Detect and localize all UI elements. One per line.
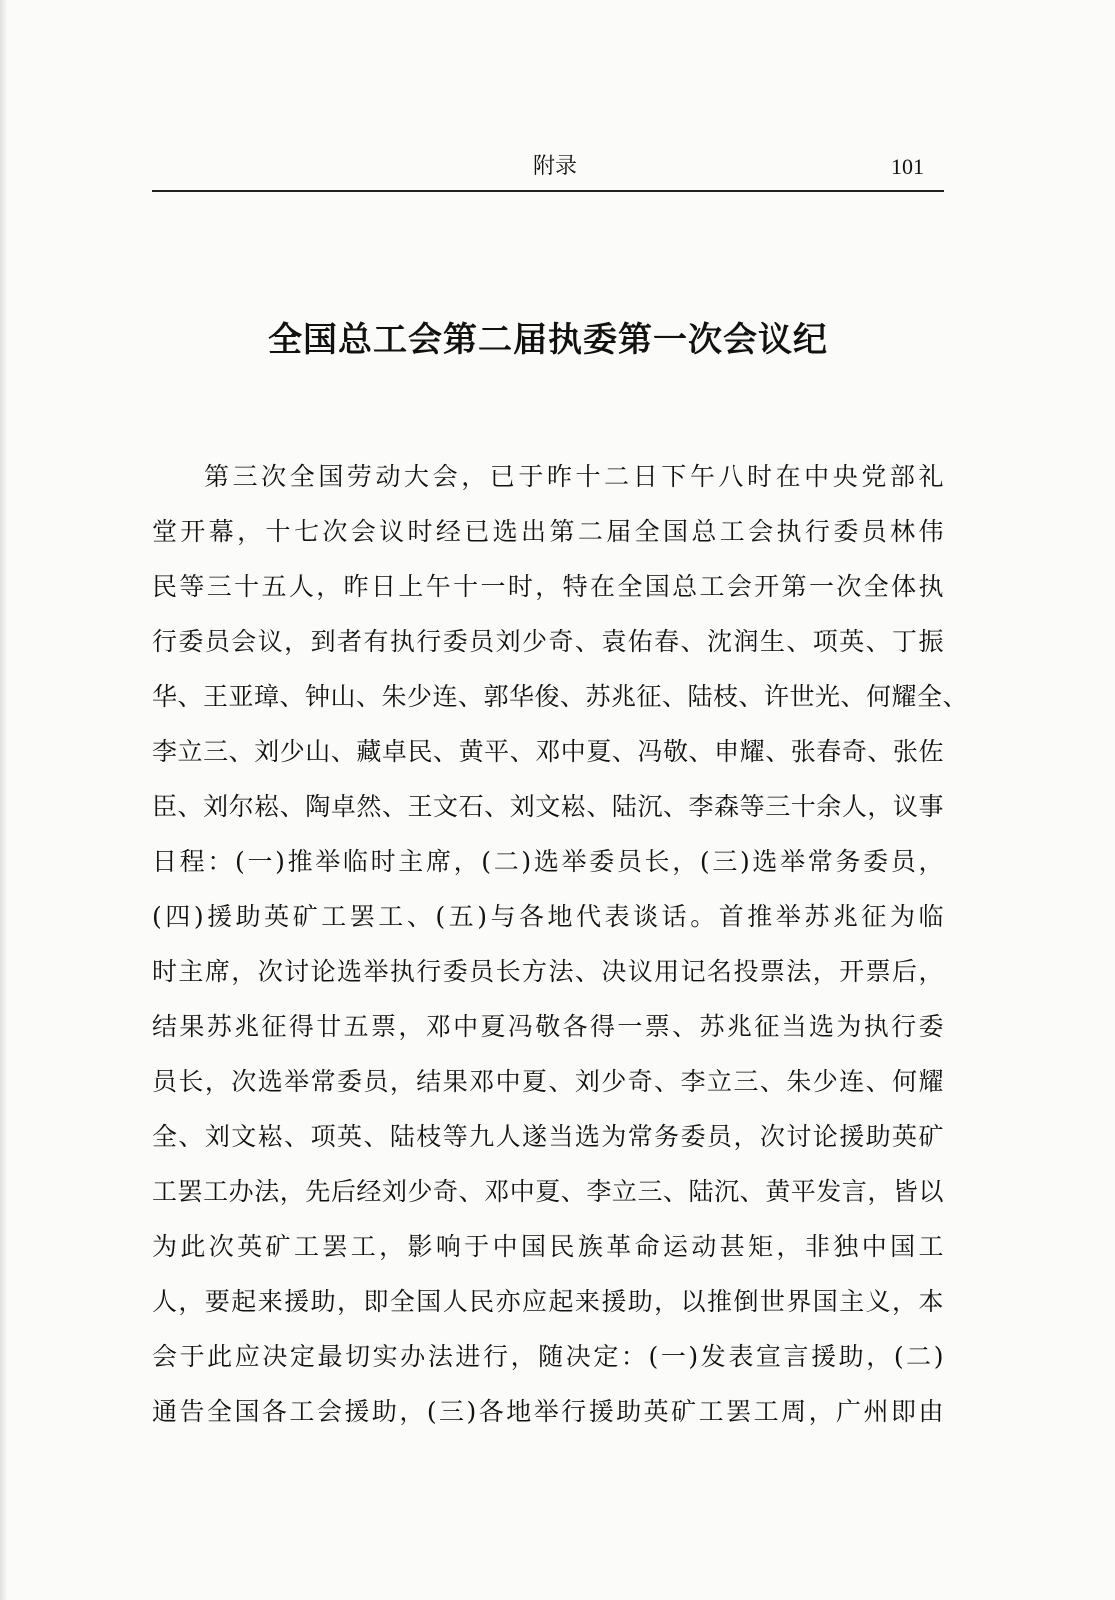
section-label: 附录	[532, 154, 577, 179]
text-line: 堂开幕，十七次会议时经已选出第二届全国总工会执行委员林伟	[152, 517, 944, 546]
text-line: 华、王亚璋、钟山、朱少连、郭华俊、苏兆征、陆枝、许世光、何耀全、	[152, 682, 969, 711]
text-line: 会于此应决定最切实办法进行，随决定：(一)发表宣言援助，(二)	[152, 1342, 944, 1371]
text-line: 第三次全国劳动大会，已于昨十二日下午八时在中央党部礼	[204, 462, 944, 491]
text-line: 民等三十五人，昨日上午十一时，特在全国总工会开第一次全体执	[152, 572, 944, 601]
text-line: 结果苏兆征得廿五票，邓中夏冯敬各得一票、苏兆征当选为执行委	[152, 1012, 944, 1041]
text-line: 臣、刘尔崧、陶卓然、王文石、刘文崧、陆沉、李森等三十余人，议事	[152, 792, 944, 821]
text-line: 工罢工办法，先后经刘少奇、邓中夏、李立三、陆沉、黄平发言，皆以	[152, 1177, 944, 1206]
text-line: 全、刘文崧、项英、陆枝等九人遂当选为常务委员，次讨论援助英矿	[152, 1122, 944, 1151]
scan-edge-shadow	[0, 0, 8, 1600]
text-line: (四)援助英矿工罢工、(五)与各地代表谈话。首推举苏兆征为临	[152, 902, 944, 931]
header-rule	[152, 190, 944, 192]
text-line: 员长，次选举常委员，结果邓中夏、刘少奇、李立三、朱少连、何耀	[152, 1067, 944, 1096]
text-line: 李立三、刘少山、藏卓民、黄平、邓中夏、冯敬、申耀、张春奇、张佐	[152, 737, 944, 766]
running-header	[152, 150, 944, 190]
page-number: 101	[891, 154, 924, 179]
text-line: 为此次英矿工罢工，影响于中国民族革命运动甚矩，非独中国工	[152, 1232, 944, 1261]
text-line: 通告全国各工会援助，(三)各地举行援助英矿工罢工周，广州即由	[152, 1397, 944, 1426]
article-title: 全国总工会第二届执委第一次会议纪	[268, 320, 828, 360]
text-line: 日程：(一)推举临时主席，(二)选举委员长，(三)选举常务委员，	[152, 847, 944, 876]
text-line: 时主席，次讨论选举执行委员长方法、决议用记名投票法，开票后，	[152, 957, 944, 986]
text-line: 人，要起来援助，即全国人民亦应起来援助，以推倒世界国主义，本	[152, 1287, 944, 1316]
text-line: 行委员会议，到者有执行委员刘少奇、袁佑春、沈润生、项英、丁振	[152, 627, 944, 656]
body-text	[152, 460, 969, 1450]
